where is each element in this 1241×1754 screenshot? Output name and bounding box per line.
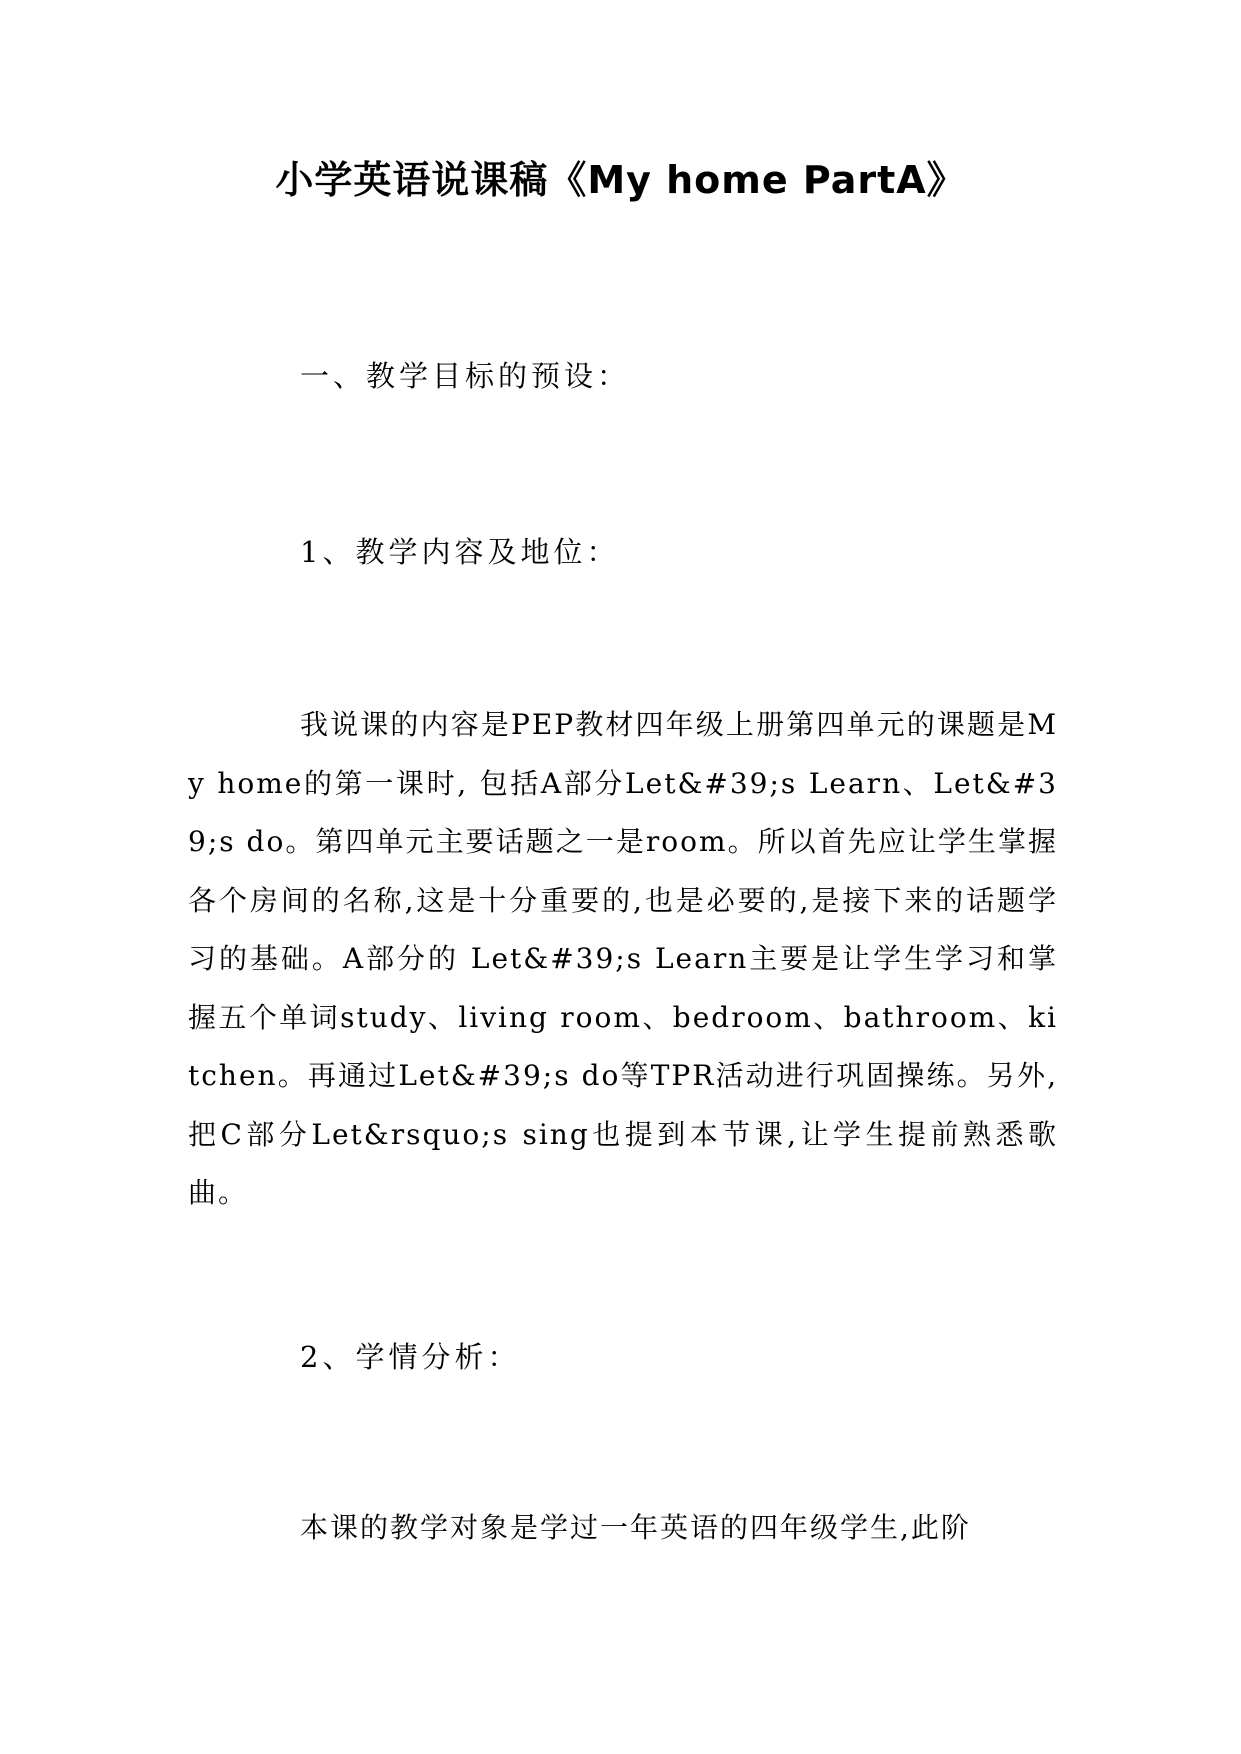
paragraph-student-analysis: 本课的教学对象是学过一年英语的四年级学生,此阶: [300, 1511, 971, 1544]
section-heading-teaching-goals: 一、教学目标的预设：: [300, 359, 631, 393]
section-heading-student-analysis: 2、学情分析：: [300, 1340, 521, 1374]
document-title: 小学英语说课稿《My home PartA》: [275, 158, 966, 202]
paragraph-lesson-content: 我说课的内容是PEP教材四年级上册第四单元的课题是My home的第一课时, 包括A部分Let&#39;s Learn、Let&#39;s do。第四单元主要话题之一是room。所以首先应让学生掌握各个房间的名称,这是十分重要的,也是必要的,是接下来的话题学习的基础。A部分的 Let&#39;s Learn主要是让学生学习和掌握五个单词study、living room、bedroom、bathroom、kitchen。再通过Let&#39;s do等TPR活动进行巩固操练。另外, 把C部分Let&rsquo;s sing也提到本节课,让学生提前熟悉歌曲。: [188, 708, 1058, 1209]
section-heading-content-and-position: 1、教学内容及地位：: [300, 535, 620, 569]
